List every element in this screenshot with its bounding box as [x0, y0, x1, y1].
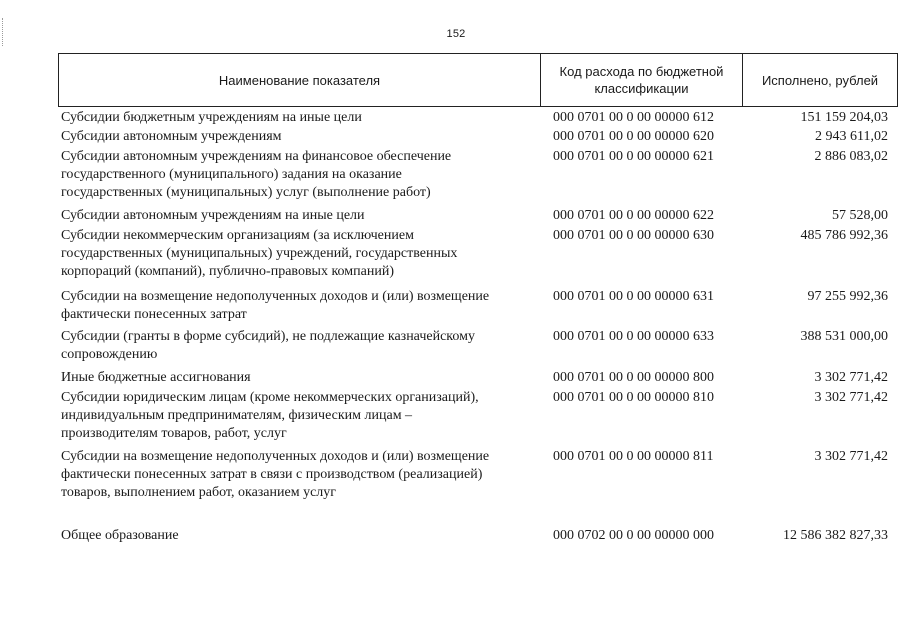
- row-name: Субсидии бюджетным учреждениям на иные цели: [61, 110, 362, 125]
- row-code: 000 0701 00 0 00 00000 811: [553, 449, 714, 464]
- row-name: Субсидии некоммерческим организациям (за исключением государственных (муниципальных) учреждений, государственных корпораций (компаний), публично-правовых компаний): [61, 228, 458, 279]
- row-code: 000 0701 00 0 00 00000 800: [553, 370, 714, 385]
- row-amount: 2 943 611,02: [815, 129, 888, 144]
- row-code: 000 0701 00 0 00 00000 633: [553, 329, 714, 344]
- row-name: Субсидии автономным учреждениям: [61, 129, 282, 144]
- row-amount: 2 886 083,02: [814, 149, 888, 164]
- row-amount: 3 302 771,42: [814, 390, 888, 405]
- row-name: Субсидии юридическим лицам (кроме некоммерческих организаций), индивидуальным предпринимателям, физическим лицам – производителям товаров, работ, услуг: [61, 390, 479, 441]
- header-code-column: Код расхода по бюджетной классификации: [541, 54, 743, 106]
- row-code: 000 0702 00 0 00 00000 000: [553, 528, 714, 543]
- row-name: Субсидии (гранты в форме субсидий), не подлежащие казначейскому сопровождению: [61, 329, 475, 362]
- row-amount: 388 531 000,00: [800, 329, 888, 344]
- row-amount: 3 302 771,42: [814, 449, 888, 464]
- row-code: 000 0701 00 0 00 00000 810: [553, 390, 714, 405]
- row-amount: 485 786 992,36: [800, 228, 888, 243]
- row-code: 000 0701 00 0 00 00000 620: [553, 129, 714, 144]
- row-name: Субсидии автономным учреждениям на иные цели: [61, 208, 365, 223]
- row-name: Субсидии на возмещение недополученных доходов и (или) возмещение фактически понесенных затрат в связи с производством (реализацией) товаров, выполнением работ, оказанием услуг: [61, 449, 490, 500]
- row-name: Субсидии автономным учреждениям на финансовое обеспечение государственного (муниципального) задания на оказание государственных (муниципальных) услуг (выполнение работ): [61, 149, 452, 200]
- row-amount: 3 302 771,42: [814, 370, 888, 385]
- row-amount: 57 528,00: [832, 208, 888, 223]
- page-number: 152: [446, 28, 466, 40]
- row-name: Субсидии на возмещение недополученных доходов и (или) возмещение фактически понесенных затрат: [61, 289, 490, 322]
- header-name-column: Наименование показателя: [59, 54, 541, 106]
- row-code: 000 0701 00 0 00 00000 630: [553, 228, 714, 243]
- row-code: 000 0701 00 0 00 00000 621: [553, 149, 714, 164]
- row-name: Иные бюджетные ассигнования: [61, 370, 251, 385]
- header-executed-column: Исполнено, рублей: [761, 72, 879, 88]
- row-code: 000 0701 00 0 00 00000 631: [553, 289, 714, 304]
- row-amount: 12 586 382 827,33: [783, 528, 888, 543]
- row-amount: 97 255 992,36: [807, 289, 888, 304]
- row-amount: 151 159 204,03: [800, 110, 888, 125]
- row-code: 000 0701 00 0 00 00000 622: [553, 208, 714, 223]
- row-name: Общее образование: [61, 528, 179, 543]
- row-code: 000 0701 00 0 00 00000 612: [553, 110, 714, 125]
